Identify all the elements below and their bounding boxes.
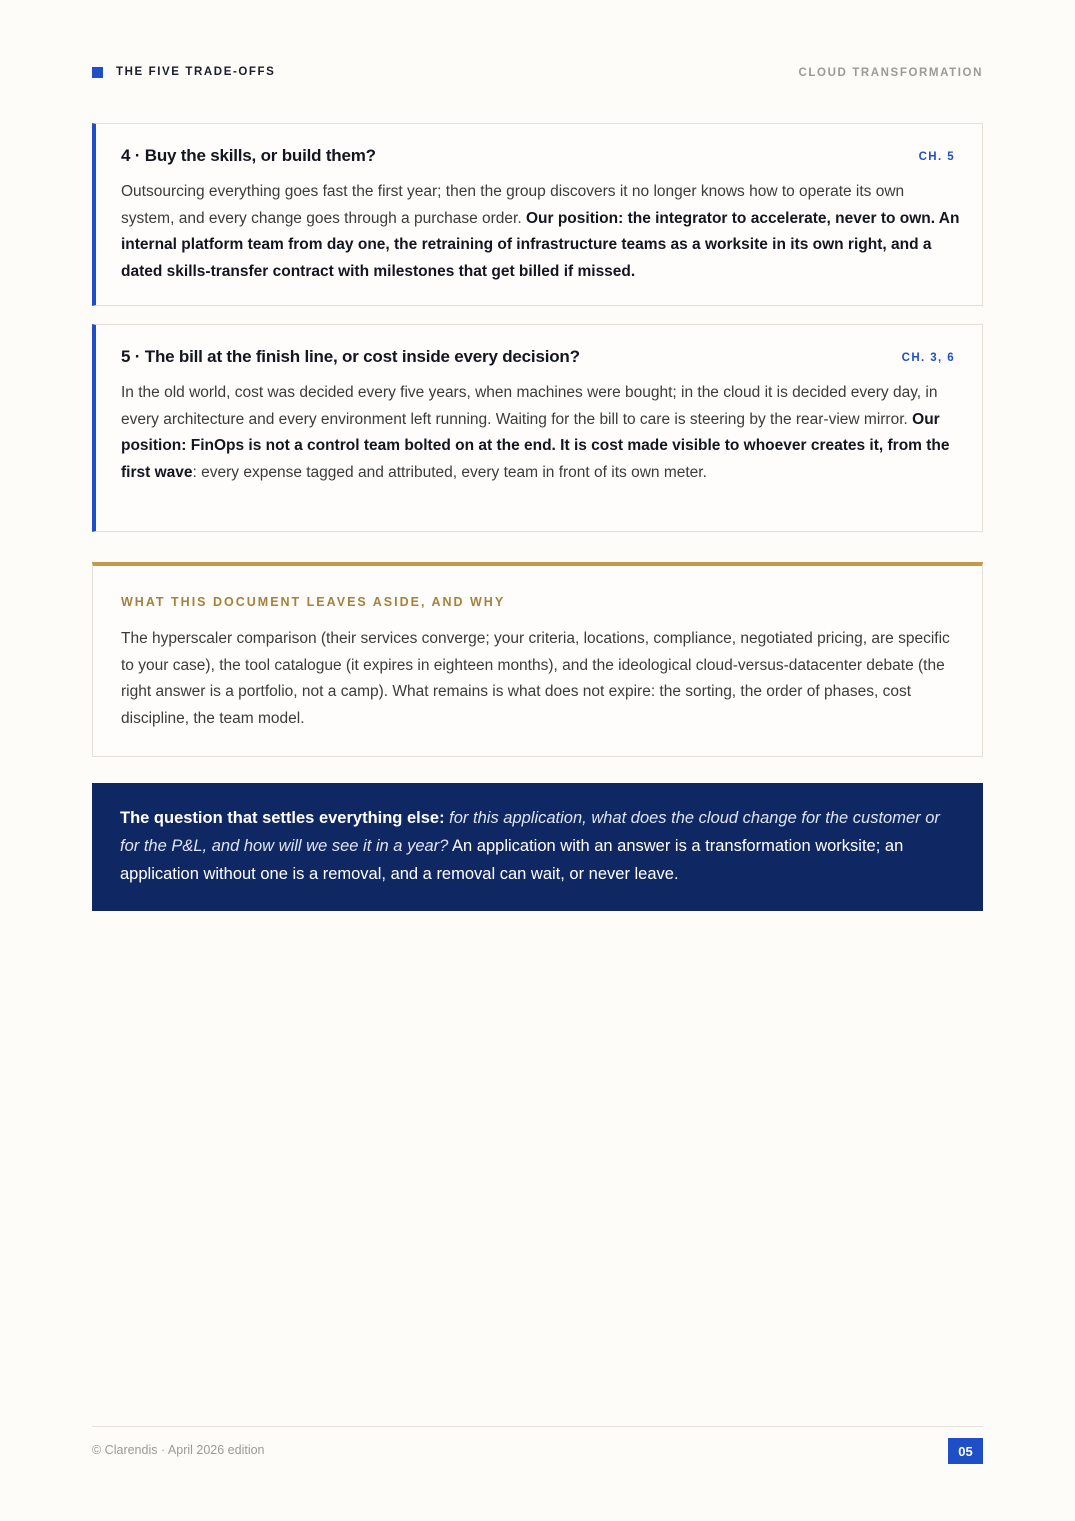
document-label: CLOUD TRANSFORMATION — [798, 67, 983, 79]
tradeoff-body-tail: : every expense tagged and attributed, every team in front of its own meter. — [192, 463, 707, 481]
tradeoff-card-4 — [92, 123, 983, 306]
tradeoff-body — [121, 380, 961, 486]
tradeoff-position: Our position: FinOps is not a control team bolted on at the end. It is cost made visible to whoever creates it, from the first wave — [121, 410, 950, 481]
key-question-lead: The question that settles everything else: — [120, 809, 445, 827]
running-header — [92, 66, 983, 82]
section-label-group — [92, 66, 275, 78]
footer-copyright: © Clarendis · April 2026 edition — [92, 1443, 265, 1457]
tradeoff-card-5 — [92, 324, 983, 532]
aside-heading: WHAT THIS DOCUMENT LEAVES ASIDE, AND WHY — [121, 595, 506, 609]
aside-body: The hyperscaler comparison (their services converge; your criteria, locations, compliance, negotiated pricing, are specific to your case), the tool catalogue (it expires in eighteen months), and the ideological cloud-versus-datacenter debate (the right answer is a portfolio, not a camp). What remains is what does not expire: the sorting, the order of phases, cost discipline, the team model. — [121, 630, 950, 727]
chapter-reference: CH. 3, 6 — [901, 352, 955, 364]
page-number-badge: 05 — [948, 1438, 983, 1464]
tradeoff-position: Our position: the integrator to accelerate, never to own. An internal platform team from day one, the retraining of infrastructure teams as a worksite in its own right, and a dated skills-transfer contract with milestones that get billed if missed. — [121, 209, 960, 280]
scope-aside-box — [92, 562, 983, 757]
section-label: THE FIVE TRADE-OFFS — [116, 66, 276, 78]
footer-divider — [92, 1426, 983, 1427]
key-question-text — [120, 804, 960, 888]
key-question-rest: An application with an answer is a transformation worksite; an application without one is a removal, and a removal can wait, or never leave. — [120, 837, 904, 883]
key-question-italic: for this application, what does the cloud change for the customer or for the P&L, and how will we see it in a year? — [120, 809, 940, 855]
section-marker-square — [92, 67, 103, 78]
tradeoff-body-text: Outsourcing everything goes fast the first year; then the group discovers it no longer knows how to operate its own system, and every change goes through a purchase order. — [121, 183, 905, 227]
tradeoff-body — [121, 179, 961, 285]
tradeoff-title: 4 · Buy the skills, or build them? — [121, 146, 376, 165]
document-page — [92, 0, 983, 1521]
tradeoff-body-text: In the old world, cost was decided every five years, when machines were bought; in the cloud it is decided every day, in every architecture and every environment left running. Waiting for the bill to care is steering by the rear-view mirror. — [121, 384, 938, 428]
chapter-reference: CH. 5 — [918, 151, 955, 163]
key-question-banner — [92, 783, 983, 911]
tradeoff-title: 5 · The bill at the finish line, or cost inside every decision? — [121, 347, 580, 366]
